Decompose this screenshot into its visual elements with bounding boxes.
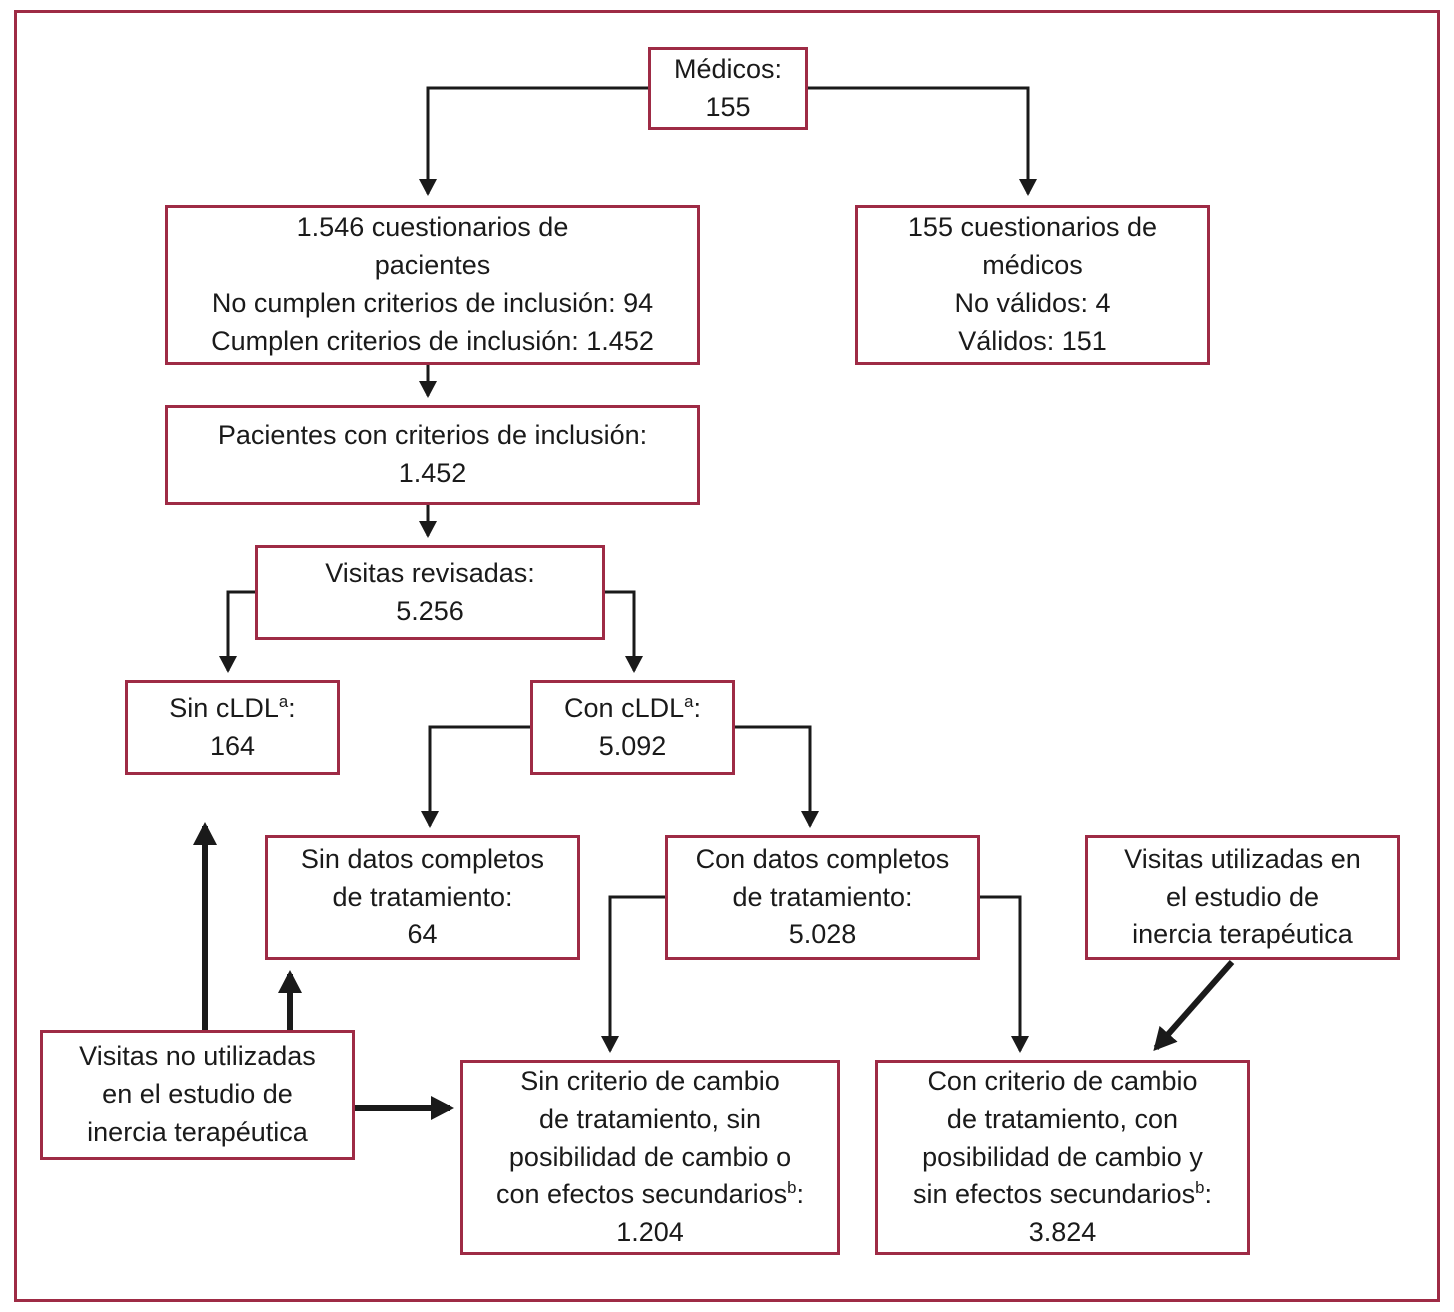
box-line: Sin criterio de cambio — [520, 1066, 780, 1097]
box-line: 1.452 — [398, 458, 467, 488]
box-line: No cumplen criterios de inclusión: 94 — [211, 288, 654, 318]
box-line: 155 cuestionarios de — [907, 212, 1158, 243]
node-visitas-utilizadas — [1085, 835, 1400, 960]
box-line: 64 — [407, 919, 438, 950]
box-line: Con cLDL$^a$: — [564, 691, 701, 723]
box-line: de tratamiento: — [732, 881, 913, 912]
box-line: Con criterio de cambio — [927, 1066, 1198, 1097]
box-line: 3.824 — [1028, 1217, 1097, 1248]
box-line: de tratamiento, con — [946, 1103, 1179, 1134]
node-visitas-revisadas — [255, 545, 605, 640]
box-line: 5.256 — [396, 595, 464, 626]
box-line: médicos — [982, 250, 1083, 281]
box-line: 1.546 cuestionarios de — [296, 212, 569, 243]
box-line: 155 — [705, 91, 751, 122]
box-line: inercia terapéutica — [87, 1116, 308, 1147]
box-line: Válidos: 151 — [958, 325, 1107, 356]
box-line: Cumplen criterios de inclusión: 1.452 — [211, 325, 654, 356]
node-con-datos-completos — [665, 835, 980, 960]
node-sin-cldl — [125, 680, 340, 775]
node-sin-criterio-cambio — [460, 1060, 840, 1255]
box-line: el estudio de — [1165, 881, 1320, 912]
box-line: 5.092 — [598, 730, 667, 761]
box-line: Con datos completos — [695, 843, 950, 874]
box-line: Visitas revisadas: — [325, 557, 535, 588]
box-lines — [882, 1063, 1243, 1176]
box-line: pacientes — [374, 250, 491, 281]
box-line: posibilidad de cambio y — [922, 1141, 1203, 1172]
box-line: 5.028 — [788, 919, 857, 950]
box-line: inercia terapéutica — [1132, 919, 1353, 950]
node-pacientes-inclusion — [165, 405, 700, 505]
box-line: Sin cLDL$^a$: — [169, 691, 296, 723]
node-sin-datos-completos — [265, 835, 580, 960]
node-cuestionarios-pacientes — [165, 205, 700, 365]
box-line: de tratamiento, sin — [538, 1103, 762, 1134]
box-line: de tratamiento: — [332, 881, 513, 912]
node-visitas-no-utilizadas — [40, 1030, 355, 1160]
box-line: Sin datos completos — [300, 843, 545, 874]
node-con-cldl — [530, 680, 735, 775]
box-line: Visitas utilizadas en — [1124, 843, 1361, 874]
box-line: en el estudio de — [102, 1079, 293, 1110]
node-con-criterio-cambio — [875, 1060, 1250, 1255]
box-line: con efectos secundarios$^b$: — [495, 1178, 804, 1210]
box-line: sin efectos secundarios$^b$: — [913, 1178, 1212, 1210]
box-line: No válidos: 4 — [954, 288, 1111, 318]
box-line: 1.204 — [616, 1217, 684, 1248]
box-line: Médicos: — [673, 53, 783, 84]
node-cuestionarios-medicos — [855, 205, 1210, 365]
box-lines — [467, 1063, 833, 1176]
box-line: posibilidad de cambio o — [508, 1141, 792, 1172]
box-line: Visitas no utilizadas — [79, 1041, 316, 1072]
node-medicos — [648, 47, 808, 130]
box-line: 164 — [209, 730, 256, 761]
box-line: Pacientes con criterios de inclusión: — [217, 420, 648, 451]
